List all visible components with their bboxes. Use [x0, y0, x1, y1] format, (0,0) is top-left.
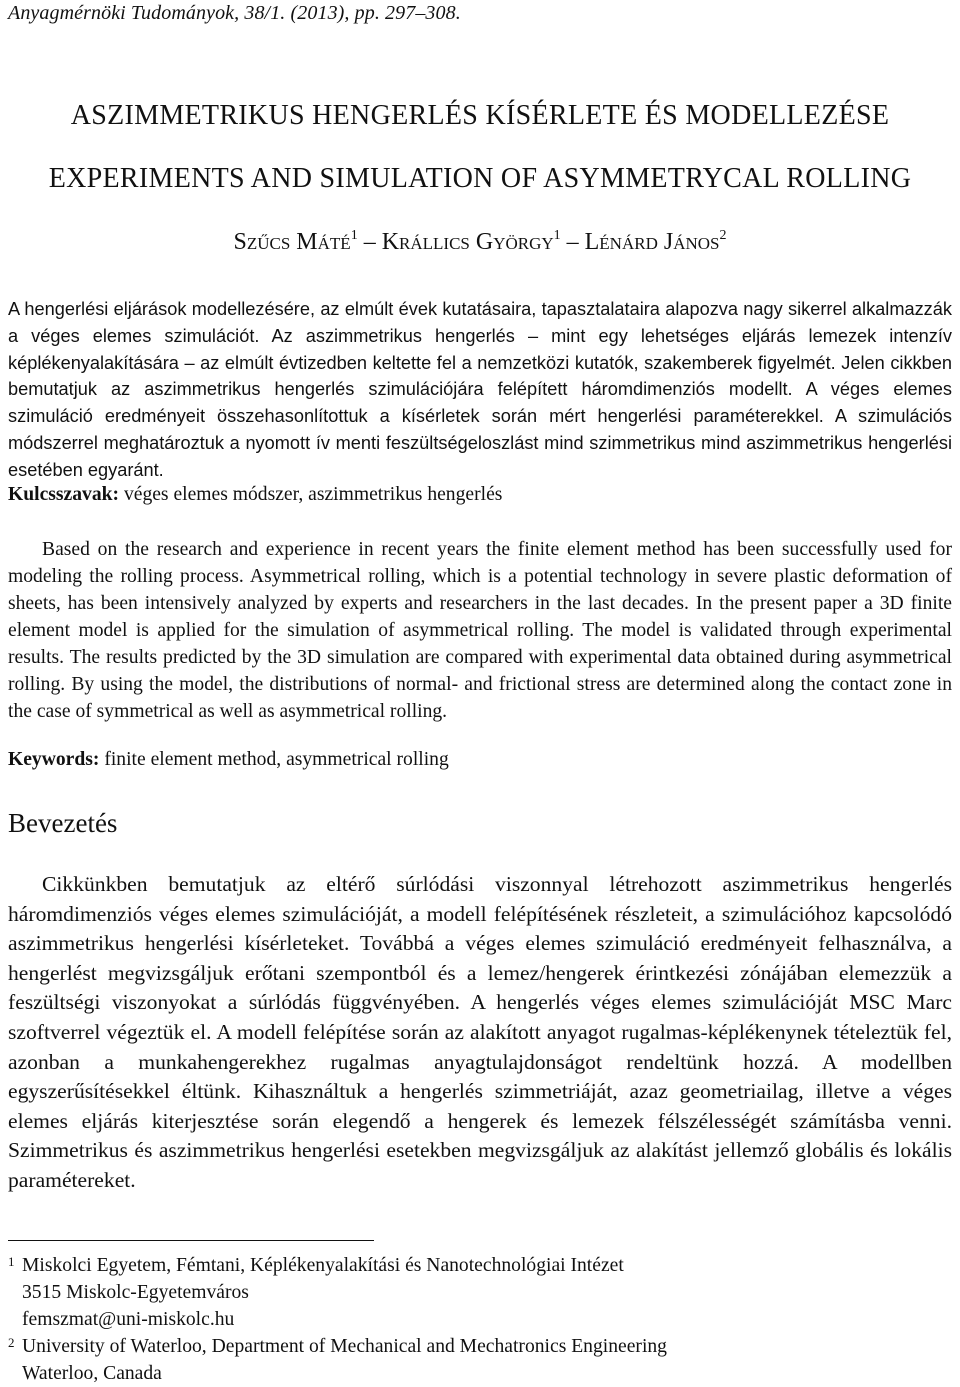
- author-name: Szűcs Máté: [233, 229, 351, 255]
- footnote-divider: [8, 1240, 374, 1241]
- author-affiliation-mark: 1: [553, 228, 561, 243]
- title-english: EXPERIMENTS AND SIMULATION OF ASYMMETRYCAL ROLLING: [48, 163, 912, 194]
- title-hungarian: ASZIMMETRIKUS HENGERLÉS KÍSÉRLETE ÉS MODELLEZÉSE: [70, 100, 890, 131]
- author-name: Krállics György: [381, 229, 554, 255]
- footnote-line: Miskolci Egyetem, Fémtani, Képlékenyalakítási és Nanotechnológiai Intézet: [22, 1255, 624, 1276]
- abstract-english-text: Based on the research and experience in recent years the finite element method has been successfully used for modeling the rolling process. Asymmetrical rolling, which is a potential technology in severe plastic deformation of sheets, has been intensively analyzed by experts and researchers in the last decades. In the present paper a 3D finite element model is applied for the simulation of asymmetrical rolling. The model is validated through experimental results. The results predicted by the 3D simulation are compared with experimental data obtained during asymmetrical rolling. By using the model, the distributions of normal- and frictional stress are determined along the contact zone in the case of symmetrical as well as asymmetrical rolling.: [8, 539, 952, 722]
- footnote-line: 3515 Miskolc-Egyetemváros: [22, 1282, 249, 1303]
- author-separator: –: [363, 229, 376, 255]
- author-affiliation-mark: 2: [719, 228, 727, 243]
- footnotes: [8, 1252, 667, 1387]
- abstract-hungarian: [8, 296, 952, 484]
- keywords-english: [8, 749, 449, 771]
- abstract-english: [8, 536, 952, 725]
- author-list: [0, 228, 960, 256]
- footnote-number: 2: [8, 1335, 15, 1350]
- keywords-label: Keywords:: [8, 749, 100, 770]
- keywords-text: véges elemes módszer, aszimmetrikus hengerlés: [119, 484, 503, 505]
- footnote-line: Waterloo, Canada: [22, 1363, 162, 1384]
- section-heading: Bevezetés: [8, 808, 118, 838]
- footnote: [8, 1252, 667, 1333]
- keywords-hungarian: [8, 484, 502, 506]
- author-separator: –: [566, 229, 579, 255]
- body-paragraph: Cikkünkben bemutatjuk az eltérő súrlódási viszonnyal létrehozott aszimmetrikus hengerlés háromdimenziós véges elemes szimulációját, a modell felépítésének részleteit, a szimulációhoz kapcsolódó aszimmetrikus hengerlési kísérleteket. Továbbá a véges elemes szimuláció eredményeit felhasználva, a hengerlést megvizsgáljuk erőtani szempontból és a lemez/hengerek érintkezési zónájában elemezzük a feszültségi viszonyokat a súrlódás függvényében. A hengerlés véges elemes szimulációját MSC Marc szoftverrel végeztük el. A modell felépítése során az alakított anyagot rugalmas-képlékenynek tételeztük fel, azonban a munkahengerekhez rugalmas anyagtulajdonságot rendeltünk hozzá. A modellben egyszerűsítésekkel éltünk. Kihasználtuk a hengerlés szimmetriáját, azaz geometriailag, illetve a véges elemes eljárás kiterjesztése során elegendő a hengerek és lemezek félszélességét számításba venni. Szimmetrikus és aszimmetrikus hengerlési esetekben megvizsgáljuk az alakítást jellemző globális és lokális paramétereket.: [8, 872, 952, 1192]
- abstract-hungarian-text: A hengerlési eljárások modellezésére, az elmúlt évek kutatásaira, tapasztalataira alapozva nagy sikerrel alkalmazzák a véges elemes szimulációt. Az aszimmetrikus hengerlés – mint egy lehetséges eljárás lemezek intenzív képlékenyalakítására – az elmúlt évtizedben keltette fel a nemzetközi kutatók, szakemberek figyelmét. Jelen cikkben bemutatjuk az aszimmetrikus hengerlés szimulációjára felépített háromdimenziós modellt. A véges elemes szimuláció eredményeit összehasonlítottuk a kísérletek során mért hengerlési paraméterekkel. A szimulációs módszerrel meghatároztuk a nyomott ív menti feszültségeloszlást mind szimmetrikus mind aszimmetrikus hengerlési esetében egyaránt.: [8, 299, 952, 480]
- author-name: Lénárd János: [584, 229, 720, 255]
- author-affiliation-mark: 1: [350, 228, 358, 243]
- footnote-number: 1: [8, 1254, 15, 1269]
- keywords-label: Kulcsszavak:: [8, 484, 120, 505]
- section-body: [8, 870, 952, 1196]
- footnote: [8, 1333, 667, 1387]
- keywords-text: finite element method, asymmetrical rolling: [99, 749, 449, 770]
- footnote-line: University of Waterloo, Department of Mechanical and Mechatronics Engineering: [22, 1336, 667, 1357]
- journal-citation: Anyagmérnöki Tudományok, 38/1. (2013), pp. 297–308.: [8, 2, 461, 24]
- footnote-email[interactable]: femszmat@uni-miskolc.hu: [22, 1309, 235, 1330]
